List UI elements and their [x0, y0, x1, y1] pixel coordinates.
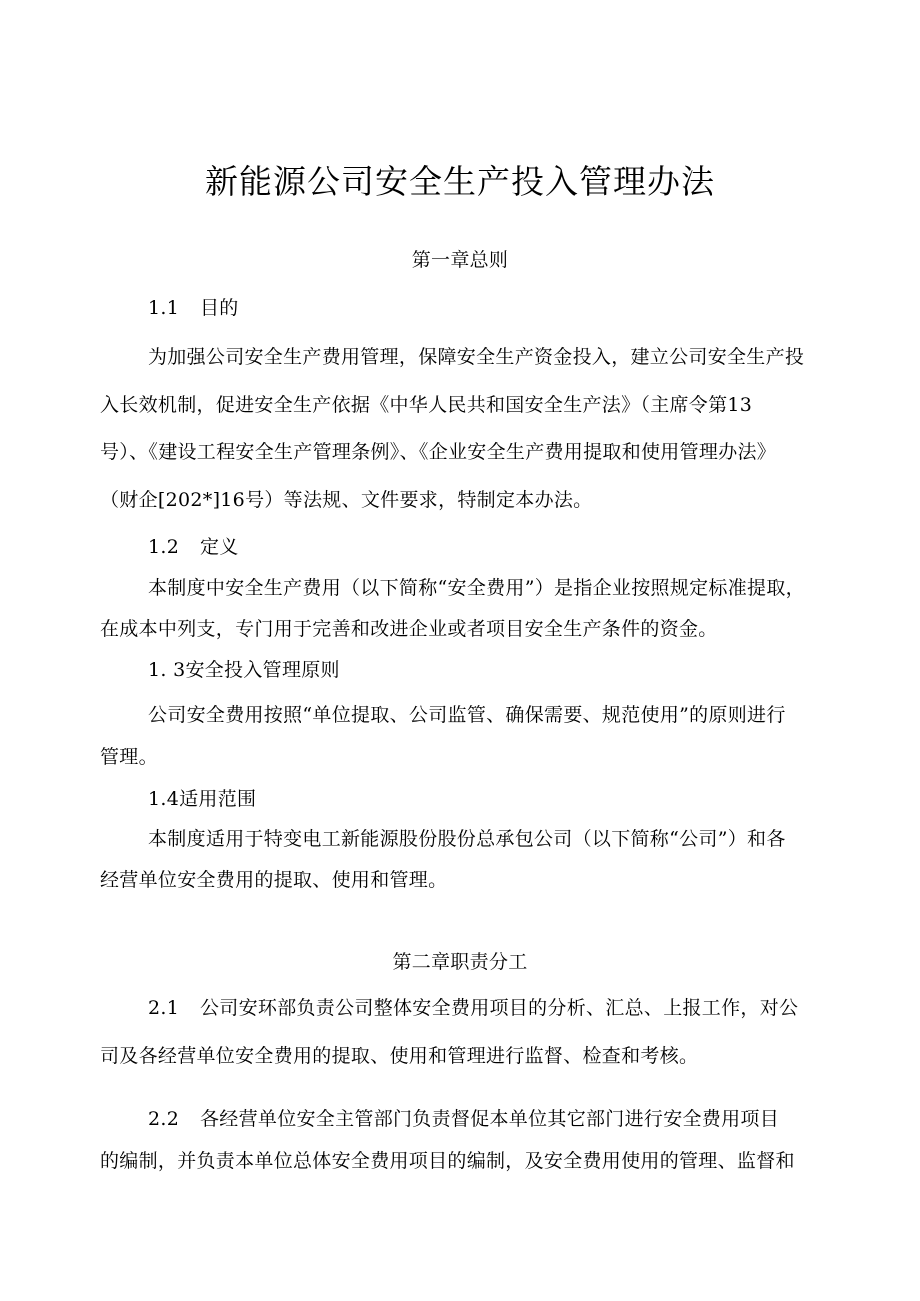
section-number: 2.1 — [148, 997, 180, 1019]
paragraph-line: 经营单位安全费用的提取、使用和管理。 — [100, 869, 448, 891]
section-heading — [148, 293, 239, 323]
section-heading — [148, 532, 239, 562]
paragraph-line: 公司安全费用按照“单位提取、公司监管、确保需要、规范使用”的原则进行 — [148, 704, 786, 726]
chapter-heading: 第二章职责分工 — [392, 951, 528, 973]
section-title: 定义 — [200, 536, 239, 558]
paragraph-line: 本制度中安全生产费用（以下简称“安全费用”）是指企业按照规定标准提取， — [148, 577, 805, 599]
section-number: 2.2 — [148, 1108, 180, 1130]
chapter-heading: 第一章总则 — [411, 249, 509, 271]
paragraph-line: 的编制，并负责本单位总体安全费用项目的编制，及安全费用使用的管理、监督和 — [100, 1150, 795, 1172]
paragraph-line — [148, 993, 798, 1023]
paragraph-text: 各经营单位安全主管部门负责督促本单位其它部门进行安全费用项目 — [200, 1108, 780, 1130]
document-title: 新能源公司安全生产投入管理办法 — [205, 162, 715, 201]
paragraph-line: 在成本中列支，专门用于完善和改进企业或者项目安全生产条件的资金。 — [100, 618, 718, 640]
paragraph-line: 号）、《建设工程安全生产管理条例》、《企业安全生产费用提取和使用管理办法》 — [100, 441, 777, 463]
paragraph-line: 管理。 — [100, 746, 158, 768]
paragraph-line: 司及各经营单位安全费用的提取、使用和管理进行监督、检查和考核。 — [100, 1045, 699, 1067]
paragraph-line: 为加强公司安全生产费用管理，保障安全生产资金投入，建立公司安全生产投 — [148, 346, 805, 368]
section-heading: 1.4适用范围 — [148, 788, 257, 810]
paragraph-line: （财企[202*]16号）等法规、文件要求，特制定本办法。 — [100, 489, 593, 511]
paragraph-line — [148, 1104, 779, 1134]
paragraph-text: 公司安环部负责公司整体安全费用项目的分析、汇总、上报工作，对公 — [200, 997, 799, 1019]
section-number: 1.2 — [148, 536, 180, 558]
section-title: 目的 — [200, 297, 239, 319]
paragraph-line: 入长效机制，促进安全生产依据《中华人民共和国安全生产法》（主席令第13 — [100, 394, 753, 416]
paragraph-line: 本制度适用于特变电工新能源股份股份总承包公司（以下简称“公司”）和各 — [148, 828, 786, 850]
section-number: 1.1 — [148, 297, 180, 319]
section-heading: 1. 3安全投入管理原则 — [148, 659, 340, 681]
